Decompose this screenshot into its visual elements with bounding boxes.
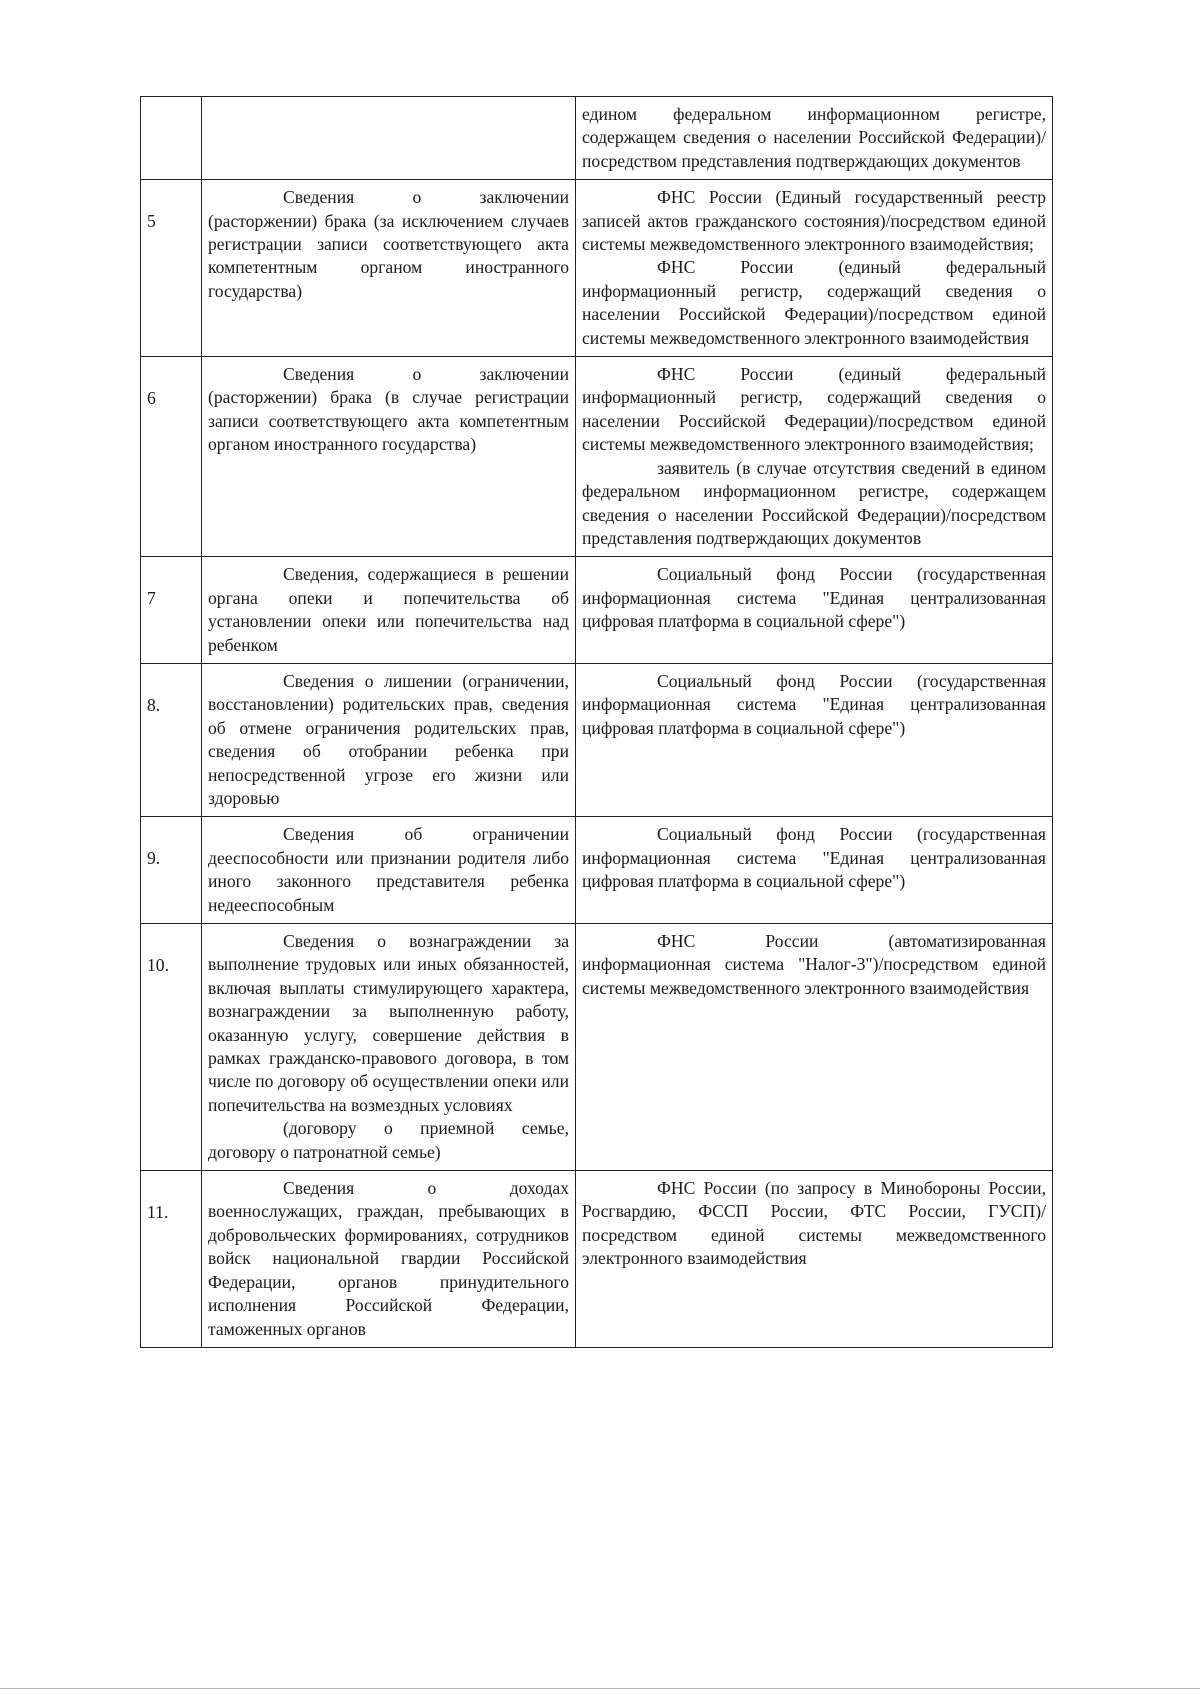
row-number: 8. xyxy=(141,663,202,816)
info-cell xyxy=(202,663,576,816)
table-row xyxy=(141,97,1053,180)
table-body xyxy=(141,97,1053,1348)
document-table xyxy=(140,96,1053,1348)
source-paragraph: Социальный фонд России (государственная информационная система "Единая централизованная цифровая платформа в социальной сфере") xyxy=(582,670,1046,738)
row-number: 6 xyxy=(141,357,202,557)
source-paragraph: ФНС России (единый федеральный информационный регистр, содержащий сведения о населении Российской Федерации)/посредством единой системы межведомственного электронного взаимодействия; xyxy=(582,364,1046,455)
info-paragraph: Сведения о вознаграждении за выполнение трудовых или иных обязанностей, включая выплаты стимулирующего характера, вознаграждении за выполненную работу, оказанную услугу, совершение действия в рамках гражданско-правового договора, в том числе по договору об осуществлении опеки или попечительства на возмездных условиях xyxy=(208,931,569,1115)
source-paragraph: ФНС России (Единый государственный реестр записей актов гражданского состояния)/посредством единой системы межведомственного электронного взаимодействия; xyxy=(582,187,1046,255)
table-row xyxy=(141,357,1053,557)
row-number: 7 xyxy=(141,557,202,664)
source-cell xyxy=(576,557,1053,664)
table-row xyxy=(141,180,1053,357)
source-paragraph: ФНС России (автоматизированная информационная система "Налог-3")/посредством единой системы межведомственного электронного взаимодействия xyxy=(582,931,1046,998)
info-paragraph: Сведения о лишении (ограничении, восстановлении) родительских прав, сведения об отмене ограничения родительских прав, сведения об отобрании ребенка при непосредственной угрозе его жизни или здоровью xyxy=(208,670,569,808)
info-cell xyxy=(202,357,576,557)
info-paragraph: Сведения, содержащиеся в решении органа опеки и попечительства об установлении опеки или попечительства над ребенком xyxy=(208,564,569,655)
source-cell xyxy=(576,663,1053,816)
source-cell xyxy=(576,817,1053,924)
info-cell xyxy=(202,97,576,180)
source-paragraph: Социальный фонд России (государственная информационная система "Единая централизованная цифровая платформа в социальной сфере") xyxy=(582,564,1046,632)
source-cell xyxy=(576,97,1053,180)
info-cell xyxy=(202,1171,576,1348)
row-number: 5 xyxy=(141,180,202,357)
source-paragraph: едином федеральном информационном регистре, содержащем сведения о населении Российской Федерации)/посредством представления подтверждающих документов xyxy=(582,104,1046,171)
info-paragraph: (договору о приемной семье, договору о патронатной семье) xyxy=(208,1118,569,1162)
info-cell xyxy=(202,924,576,1171)
row-number: 9. xyxy=(141,817,202,924)
source-paragraph: Социальный фонд России (государственная информационная система "Единая централизованная цифровая платформа в социальной сфере") xyxy=(582,824,1046,892)
source-paragraph: заявитель (в случае отсутствия сведений в едином федеральном информационном регистре, содержащем сведения о населении Российской Федерации)/посредством представления подтверждающих документов xyxy=(582,457,1046,548)
source-cell xyxy=(576,180,1053,357)
source-cell xyxy=(576,1171,1053,1348)
source-cell xyxy=(576,357,1053,557)
row-number: 10. xyxy=(141,924,202,1171)
info-cell xyxy=(202,557,576,664)
info-paragraph: Сведения о заключении (расторжении) брака (за исключением случаев регистрации записи соответствующего акта компетентным органом иностранного государства) xyxy=(208,187,569,301)
row-number xyxy=(141,97,202,180)
table-row xyxy=(141,663,1053,816)
row-number: 11. xyxy=(141,1171,202,1348)
info-paragraph: Сведения о заключении (расторжении) брака (в случае регистрации записи соответствующего акта компетентным органом иностранного государства) xyxy=(208,364,569,455)
source-paragraph: ФНС России (по запросу в Минобороны России, Росгвардию, ФССП России, ФТС России, ГУСП)/посредством единой системы межведомственного электронного взаимодействия xyxy=(582,1178,1046,1269)
table-row xyxy=(141,1171,1053,1348)
table-row xyxy=(141,817,1053,924)
source-cell xyxy=(576,924,1053,1171)
info-cell xyxy=(202,180,576,357)
info-cell xyxy=(202,817,576,924)
source-paragraph: ФНС России (единый федеральный информационный регистр, содержащий сведения о населении Российской Федерации)/посредством единой системы межведомственного электронного взаимодействия xyxy=(582,257,1046,348)
table-row xyxy=(141,924,1053,1171)
info-paragraph: Сведения об ограничении дееспособности или признании родителя либо иного законного представителя ребенка недееспособным xyxy=(208,824,569,915)
info-paragraph: Сведения о доходах военнослужащих, граждан, пребывающих в добровольческих формированиях, сотрудников войск национальной гвардии Российской Федерации, органов принудительного исполнения Российской Федерации, таможенных органов xyxy=(208,1178,569,1339)
page-bottom-rule xyxy=(0,1688,1200,1689)
table-row xyxy=(141,557,1053,664)
